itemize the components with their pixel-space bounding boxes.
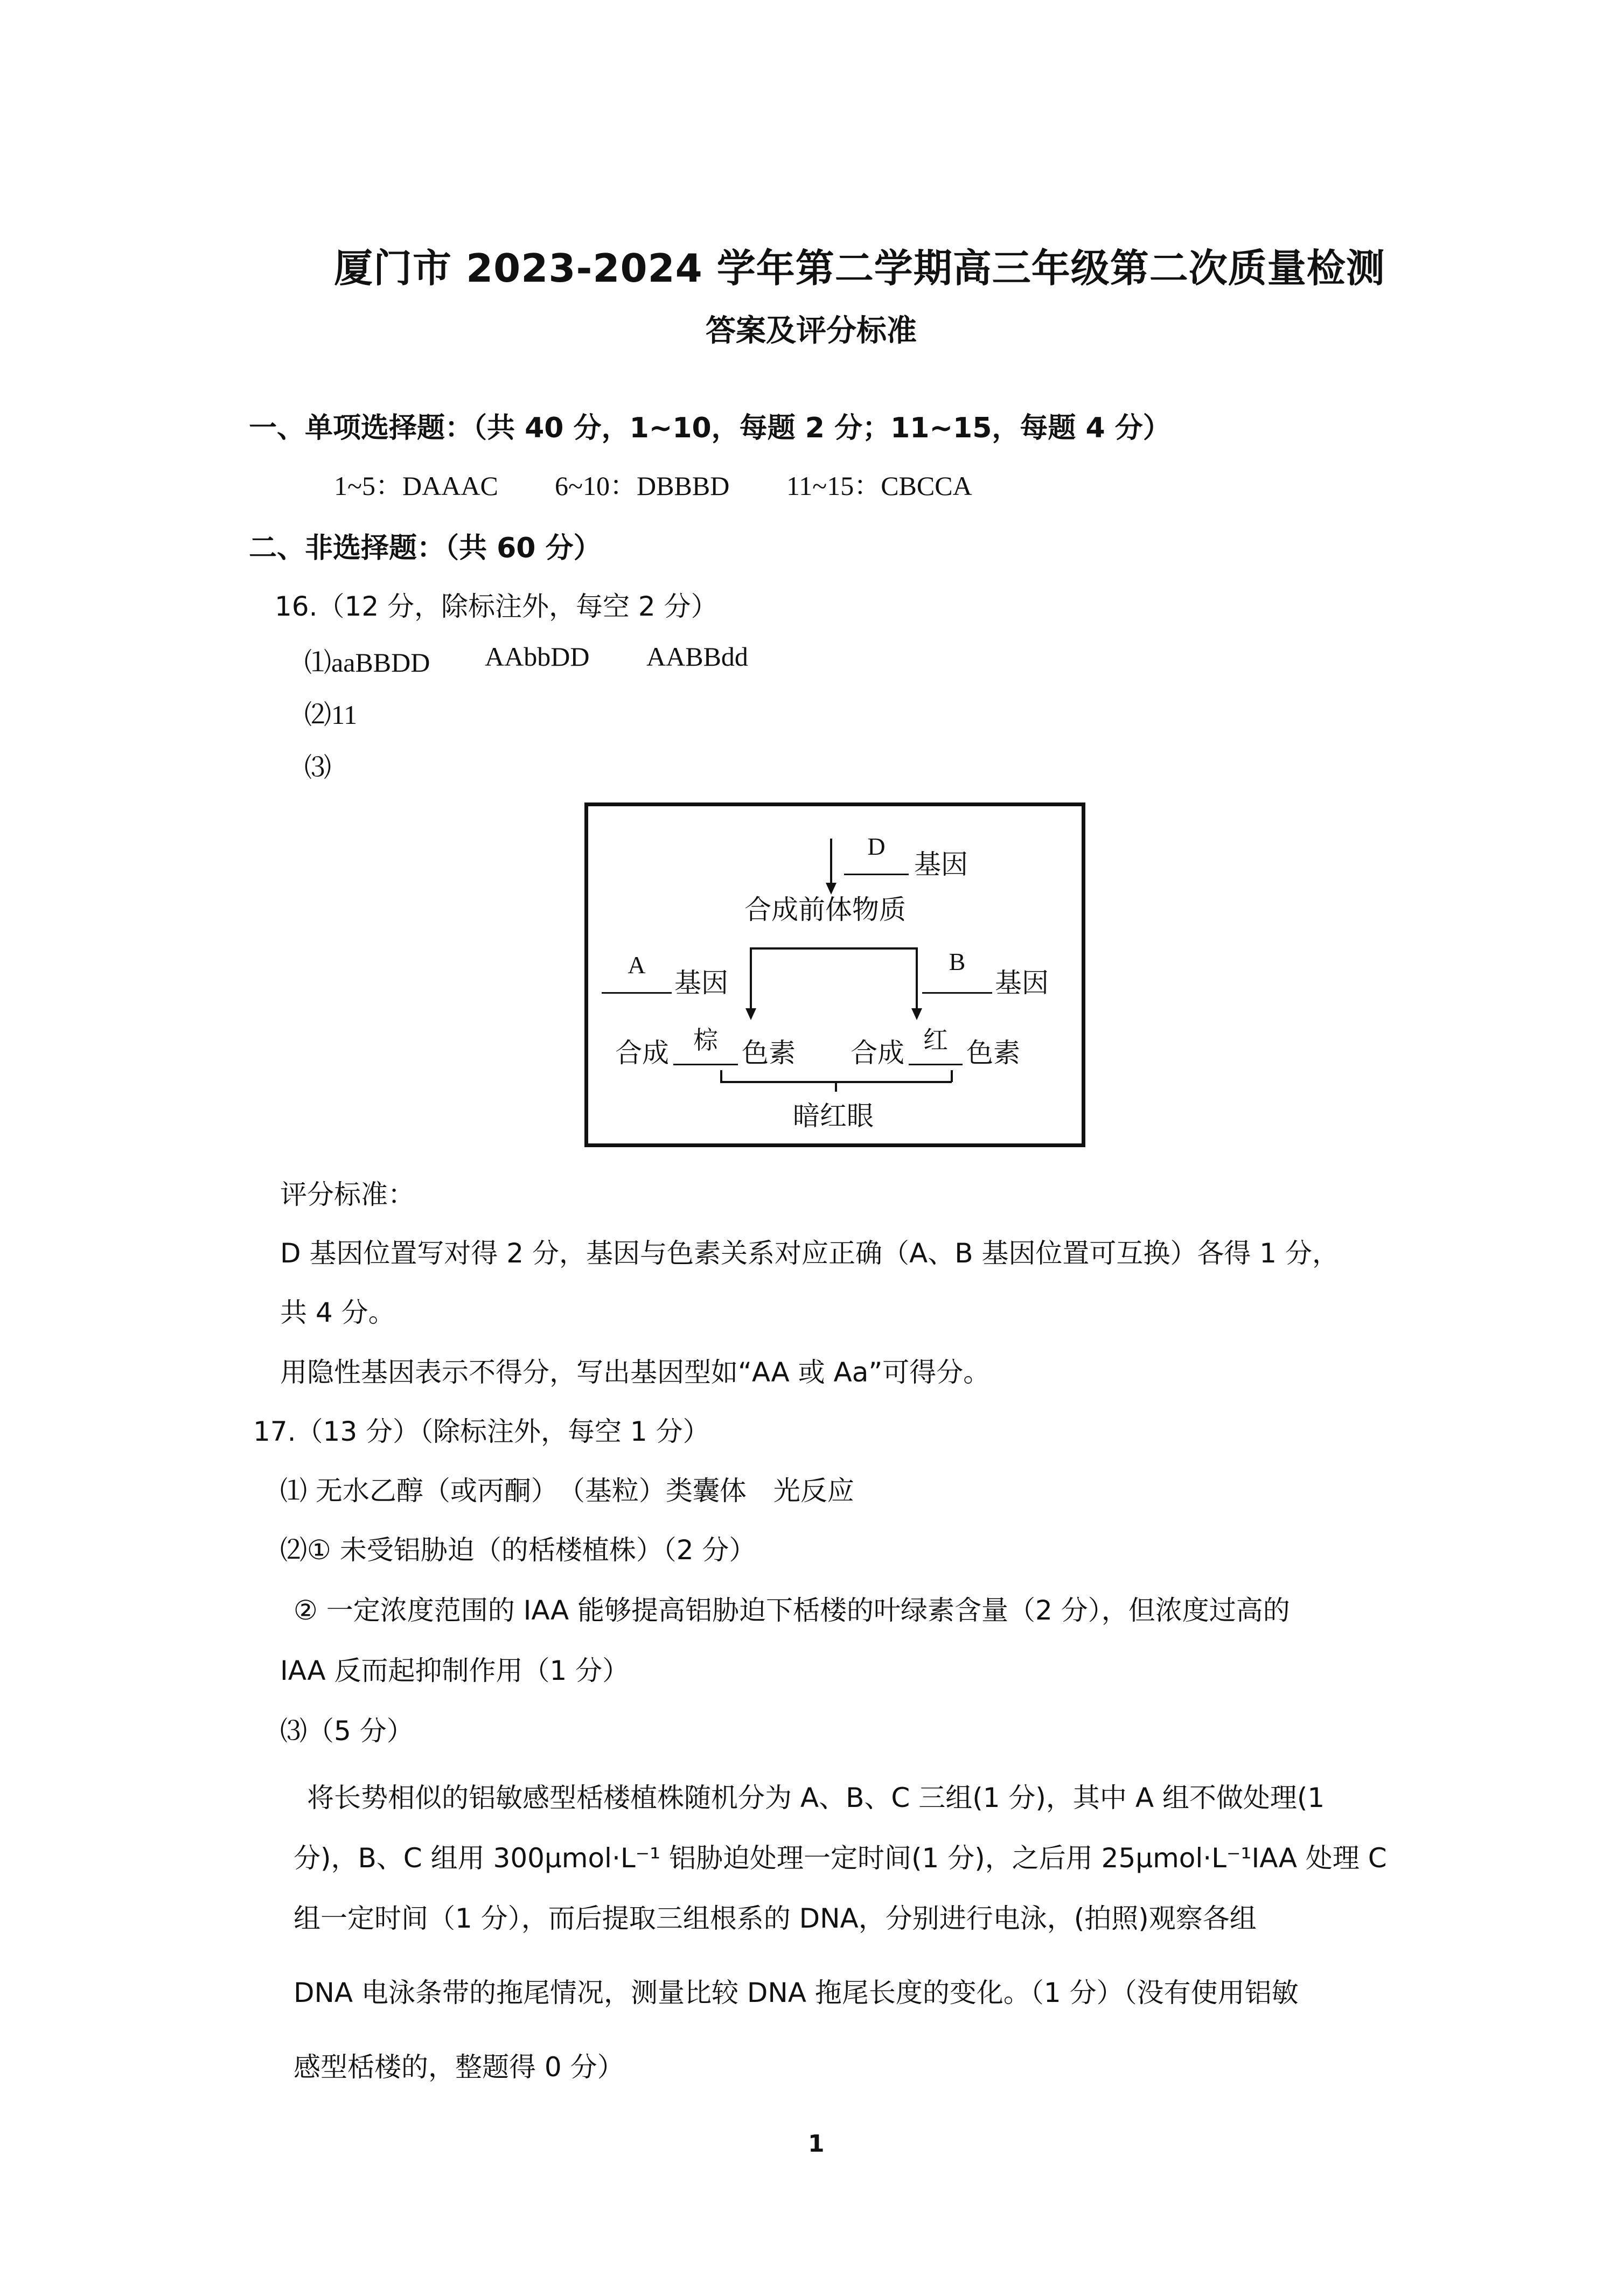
q16-heading: 16.（12 分，除标注外，每空 2 分） [275,591,718,622]
scoring-line-3: 用隐性基因表示不得分，写出基因型如“AA 或 Aa”可得分。 [280,1357,991,1388]
fill-a-gene: A [628,951,646,979]
branch-right-head [911,1008,922,1020]
q17-part3-line3: 组一定时间（1 分），而后提取三组根系的 DNA，分别进行电泳，(拍照)观察各组 [294,1903,1257,1934]
bracket-left [720,1070,722,1082]
page-number: 1 [808,2130,825,2158]
page-title: 厦门市 2023-2024 学年第二学期高三年级第二次质量检测 [334,246,1385,291]
arrow-d-shaft [830,839,832,887]
q17-part3-line2: 分)，B、C 组用 300μmol·L⁻¹ 铝胁迫处理一定时间(1 分)，之后用 25μmol·L⁻¹IAA 处理 C [294,1843,1387,1874]
mc-answers-11-15: 11~15：CBCCA [786,471,972,501]
gene-pathway-diagram [584,802,1085,1147]
label-precursor: 合成前体物质 [744,895,906,925]
blank-left-pigment [673,1064,738,1065]
q16-part1-answer1: ⑴aaBBDD [304,647,430,678]
q16-part1-answer3: AABBdd [646,641,748,672]
label-a-gene-suffix: 基因 [674,968,728,998]
q17-part2-sub2-line1: ② 一定浓度范围的 IAA 能够提高铝胁迫下栝楼的叶绿素含量（2 分），但浓度过高的 [294,1595,1290,1626]
page-subtitle: 答案及评分标准 [706,313,917,348]
label-right-pigment-suffix: 色素 [966,1038,1020,1068]
q16-part1-answer2: AAbbDD [485,641,590,672]
fill-b-gene: B [949,948,966,975]
blank-d [844,874,909,875]
q17-part2-sub1: ⑵① 未受铝胁迫（的栝楼植株）（2 分） [280,1534,756,1566]
q17-part1: ⑴ 无水乙醇（或丙酮） （基粒）类囊体 光反应 [280,1475,854,1506]
fill-left-pigment: 棕 [693,1027,718,1054]
blank-b [922,992,992,994]
label-left-synth: 合成 [615,1038,669,1068]
q17-heading: 17.（13 分）（除标注外，每空 1 分） [253,1416,710,1447]
scoring-line-1: D 基因位置写对得 2 分，基因与色素关系对应正确（A、B 基因位置可互换）各得 1 分， [280,1238,1339,1269]
label-result: 暗红眼 [793,1101,874,1131]
label-d-gene-suffix: 基因 [914,849,968,880]
mc-answers-1-5: 1~5：DAAAC [334,471,498,501]
label-b-gene-suffix: 基因 [995,968,1049,998]
bracket-stem [835,1081,837,1092]
branch-left-head [745,1008,756,1020]
label-right-synth: 合成 [851,1038,904,1068]
fill-d-gene: D [867,833,886,860]
blank-right-pigment [909,1064,963,1065]
branch-left-shaft [750,947,752,1012]
mc-answers-6-10: 6~10：DBBBD [555,471,730,501]
section1-heading: 一、单项选择题：（共 40 分，1~10，每题 2 分；11~15，每题 4 分） [249,412,1171,444]
section2-heading: 二、非选择题：（共 60 分） [249,532,602,564]
q17-part3-heading: ⑶（5 分） [280,1715,414,1747]
bracket-right [951,1070,953,1082]
q16-part3-label: ⑶ [304,752,331,783]
q17-part3-line4: DNA 电泳条带的拖尾情况，测量比较 DNA 拖尾长度的变化。（1 分）（没有使用铝敏 [294,1977,1299,2008]
q17-part3-line1: 将长势相似的铝敏感型栝楼植株随机分为 A、B、C 三组(1 分)，其中 A 组不做处理(1 [307,1782,1325,1813]
branch-horizontal-line [750,947,917,950]
branch-right-shaft [916,947,918,1012]
scoring-line-2: 共 4 分。 [280,1297,395,1328]
q16-part2-answer: ⑵11 [304,700,358,730]
label-left-pigment-suffix: 色素 [742,1038,796,1068]
q17-part2-sub2-line2: IAA 反而起抑制作用（1 分） [280,1655,630,1686]
fill-right-pigment: 红 [923,1027,948,1054]
scoring-title: 评分标准： [280,1179,415,1210]
blank-a [602,992,672,994]
q17-part3-line5: 感型栝楼的，整题得 0 分） [294,2051,624,2083]
